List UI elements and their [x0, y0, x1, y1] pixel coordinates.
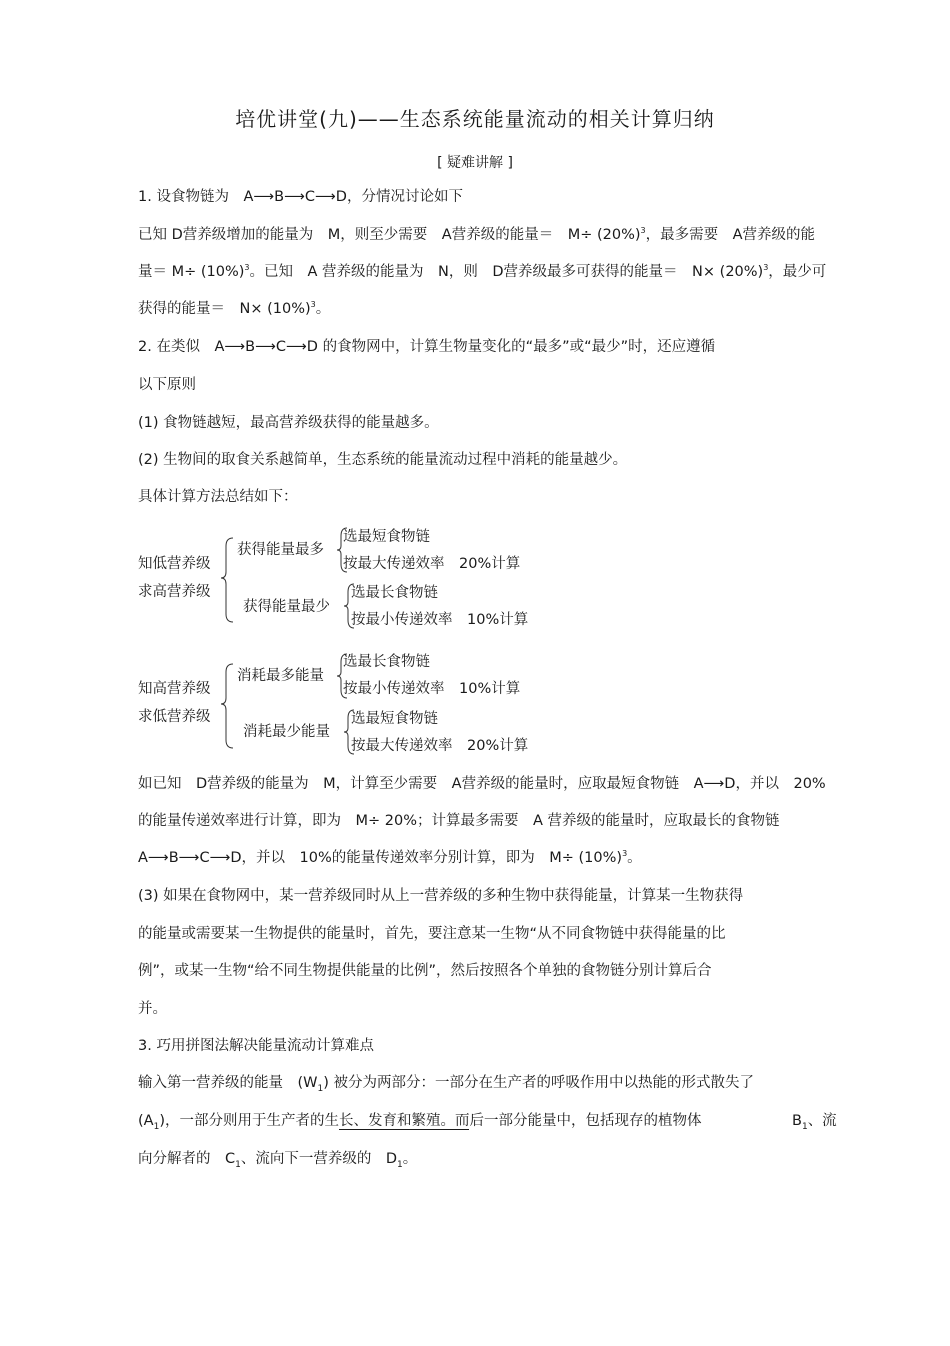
rule-1: (1) 食物链越短，最高营养级获得的能量越多。 — [138, 415, 439, 431]
rule-3-line-2: 的能量或需要某一生物提供的能量时，首先，要注意某一生物“从不同食物链中获得能量的比 — [138, 926, 726, 942]
tree1-root-line-1: 知低营养级 — [138, 556, 211, 572]
tree2-branch-2-leaf-1: 选最短食物链 — [351, 711, 438, 727]
para-1-heading: 1. 设食物链为 A⟶B⟶C⟶D，分情况讨论如下 — [138, 189, 463, 205]
page-title: 培优讲堂(九)——生态系统能量流动的相关计算归纳 — [235, 107, 715, 131]
para-1-line-1: 已知 D营养级增加的能量为 M，则至少需要 A营养级的能量＝ $M\div (20\%)^3$，最多需要 A营养级的能 — [138, 226, 816, 243]
tree2-root-line-1: 知高营养级 — [138, 681, 211, 697]
tree2-branch-2: 消耗最少能量 — [243, 724, 330, 740]
tree1-branch-2: 获得能量最少 — [243, 599, 330, 615]
section-3-line-2: $(A_1)$，一部分则用于生产者的生长、发育和繁殖。而后一部分能量中，包括现存的植物体 — [138, 1113, 702, 1132]
tree1-branch-1: 获得能量最多 — [237, 542, 324, 558]
para-2-line-2: 以下原则 — [138, 377, 196, 393]
tree1-branch-2-leaf-2: 按最小传递效率 10%计算 — [351, 612, 529, 628]
tree2-branch-1-leaf-1: 选最长食物链 — [343, 654, 430, 670]
tree1-branch-2-leaf-1: 选最长食物链 — [351, 585, 438, 601]
rule-3-line-1: (3) 如果在食物网中，某一营养级同时从上一营养级的多种生物中获得能量，计算某一生物获得 — [138, 888, 744, 904]
tree1-branch-1-leaf-1: 选最短食物链 — [343, 529, 430, 545]
para-1-line-2: 量＝ $M\div (10\%)^3$。已知 A 营养级的能量为 N，则 D营养级最多可获得的能量＝ $N\times (20\%)^3$，最少可 — [138, 263, 827, 280]
rule-2: (2) 生物间的取食关系越简单，生态系统的能量流动过程中消耗的能量越少。 — [138, 452, 628, 468]
tree2-branch-2-leaf-2: 按最大传递效率 20%计算 — [351, 738, 529, 754]
tree2-outer-brace — [221, 664, 233, 748]
para-1-line-3: 获得的能量＝ $N\times (10\%)^3$。 — [138, 300, 331, 317]
tree1-branch-1-leaf-2: 按最大传递效率 20%计算 — [343, 556, 521, 572]
tree2-branch-1: 消耗最多能量 — [237, 668, 324, 684]
para-2-line-1: 2. 在类似 A⟶B⟶C⟶D 的食物网中，计算生物量变化的“最多”或“最少”时，还应遵循 — [138, 339, 716, 355]
tree1-outer-brace — [221, 538, 233, 622]
section-3-line-2-end: $B_1$、流 — [792, 1113, 837, 1132]
section-3-line-3: 向分解者的 $C_1$、流向下一营养级的 $D_1$。 — [138, 1151, 418, 1170]
section-3-line-1: 输入第一营养级的能量 $(W_1)$ 被分为两部分：一部分在生产者的呼吸作用中以热能的形式散失了 — [138, 1075, 754, 1094]
tree2-branch-1-leaf-2: 按最小传递效率 10%计算 — [343, 681, 521, 697]
rule-3-line-4: 并。 — [138, 1001, 167, 1017]
tree2-root-line-2: 求低营养级 — [138, 709, 211, 725]
method-summary: 具体计算方法总结如下： — [138, 489, 298, 505]
section-3-heading: 3. 巧用拼图法解决能量流动计算难点 — [138, 1038, 374, 1054]
example-line-1: 如已知 D营养级的能量为 M，计算至少需要 A营养级的能量时，应取最短食物链 A⟶D，并以 20% — [138, 776, 826, 792]
section-label: [ 疑难讲解 ] — [437, 155, 513, 171]
rule-3-line-3: 例”，或某一生物“给不同生物提供能量的比例”，然后按照各个单独的食物链分别计算后合 — [138, 963, 712, 979]
example-line-2: 的能量传递效率进行计算，即为 M÷ 20%；计算最多需要 A 营养级的能量时，应取最长的食物链 — [138, 813, 780, 829]
tree1-root-line-2: 求高营养级 — [138, 584, 211, 600]
example-line-3: A⟶B⟶C⟶D，并以 10%的能量传递效率分别计算，即为 $M\div (10\%)^3$。 — [138, 849, 642, 866]
